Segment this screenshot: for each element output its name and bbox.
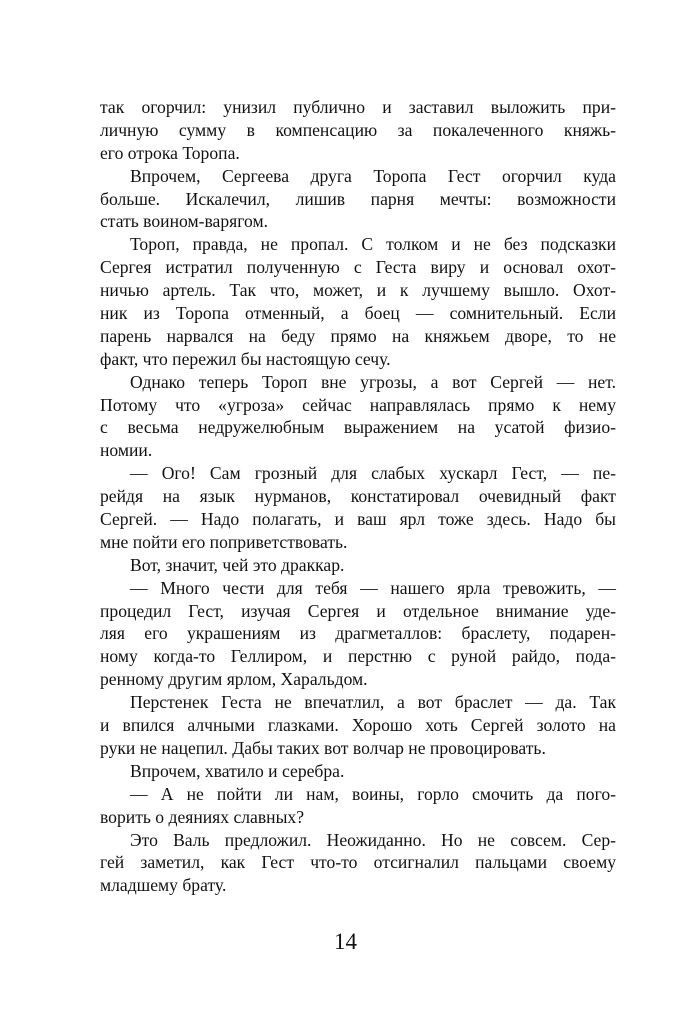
paragraph <box>100 462 616 554</box>
text-line: личную сумму в компенсацию за покалеченного княжь- <box>100 119 616 140</box>
paragraph <box>100 760 616 783</box>
text-line: Однако теперь Тороп вне угрозы, а вот Сергей — нет. <box>130 371 616 392</box>
text-line: ворить о деяниях славных? <box>100 806 305 827</box>
text-line: номии. <box>100 440 153 461</box>
text-line: ляя его украшениям из драгметаллов: браслету, подарен- <box>100 623 616 644</box>
text-line: так огорчил: унизил публично и заставил выложить при- <box>100 97 616 117</box>
text-line: Сергей. — Надо полагать, и ваш ярл тоже здесь. Надо бы <box>100 509 616 530</box>
text-line: младшему брату. <box>100 875 227 896</box>
paragraph <box>100 691 616 760</box>
paragraph <box>100 233 616 370</box>
text-line: Вот, значит, чей это драккар. <box>130 554 345 575</box>
paragraph <box>100 165 616 234</box>
text-line: ник из Торопа отменный, а боец — сомнительный. Если <box>100 303 616 324</box>
text-line: мне пойти его поприветствовать. <box>100 531 348 552</box>
text-line: стать воином-варягом. <box>100 211 268 232</box>
text-line: процедил Гест, изучая Сергея и отдельное внимание уде- <box>100 600 616 621</box>
text-line: парень нарвался на беду прямо на княжьем дворе, то не <box>100 325 616 346</box>
text-line: ничью артель. Так что, может, и к лучшему вышло. Охот- <box>100 280 616 301</box>
text-line: — Много чести для тебя — нашего ярла тревожить, — <box>130 577 616 598</box>
paragraph <box>100 371 616 463</box>
text-line: рейдя на язык нурманов, констатировал очевидный факт <box>100 486 616 507</box>
text-line: гей заметил, как Гест что-то отсигналил пальцами своему <box>100 852 616 873</box>
text-line: — Ого! Сам грозный для слабых хускарл Гест, — пе- <box>130 463 616 484</box>
paragraph <box>100 554 616 577</box>
text-line: Перстенек Геста не впечатлил, а вот браслет — да. Так <box>130 692 616 713</box>
paragraph <box>100 829 616 898</box>
paragraph <box>100 783 616 829</box>
text-line: Это Валь предложил. Неожиданно. Но не совсем. Сер- <box>130 829 616 850</box>
text-line: ренному другим ярлом, Харальдом. <box>100 669 368 690</box>
paragraph <box>100 577 616 691</box>
text-line: Потому что «угроза» сейчас направлялась прямо к нему <box>100 394 616 415</box>
text-line: факт, что пережил бы настоящую сечу. <box>100 348 391 369</box>
text-line: Тороп, правда, не пропал. С толком и не без подсказки <box>130 234 616 255</box>
text-line: с весьма недружелюбным выражением на усатой физио- <box>100 417 616 438</box>
paragraph <box>100 96 616 165</box>
text-line: его отрока Торопа. <box>100 142 240 163</box>
text-line: Сергея истратил полученную с Геста виру и основал охот- <box>100 257 616 278</box>
text-line: — А не пойти ли нам, воины, горло смочить да пого- <box>130 783 616 804</box>
text-line: больше. Искалечил, лишив парня мечты: возможности <box>100 188 616 209</box>
page-number: 14 <box>334 929 357 954</box>
text-line: ному когда-то Геллиром, и перстню с руной райдо, пода- <box>100 646 616 667</box>
text-line: и впился алчными глазками. Хорошо хоть Сергей золото на <box>100 715 616 736</box>
text-line: руки не нацепил. Дабы таких вот волчар не провоцировать. <box>100 737 546 758</box>
text-line: Впрочем, хватило и серебра. <box>130 760 345 781</box>
page-text <box>100 96 616 897</box>
text-line: Впрочем, Сергеева друга Торопа Гест огорчил куда <box>130 165 616 186</box>
